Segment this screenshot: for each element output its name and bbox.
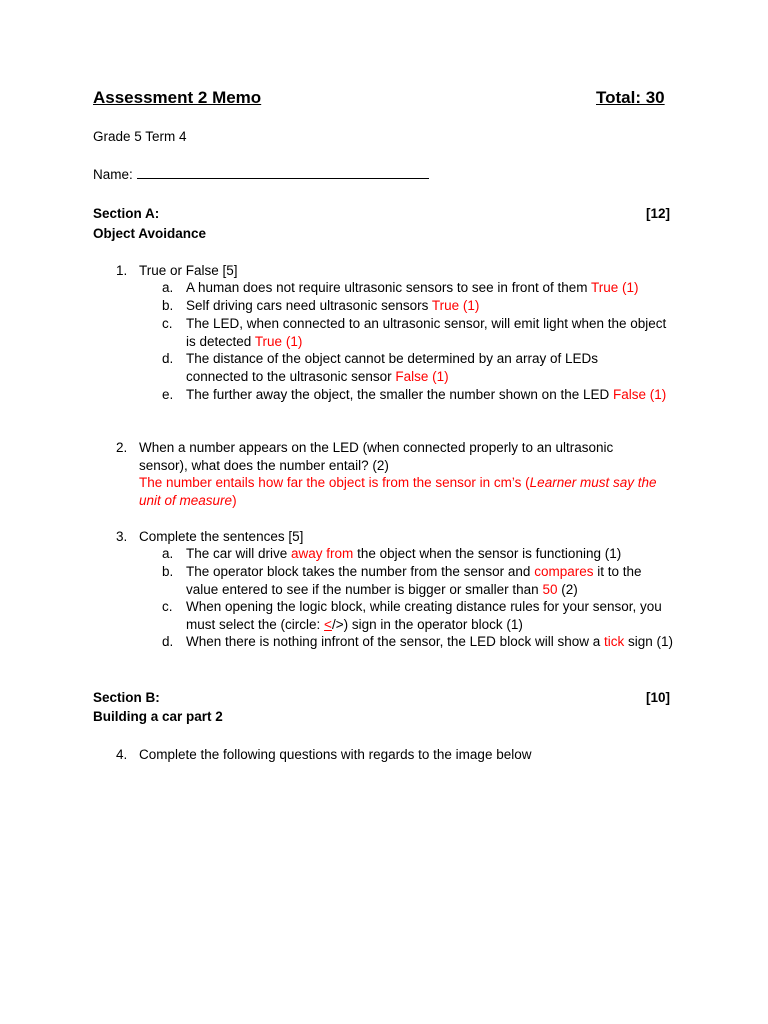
question-number: 1. — [116, 263, 128, 278]
section-a-heading: Section A: — [93, 206, 160, 221]
item-letter: a. — [162, 546, 174, 561]
section-b-subheading: Building a car part 2 — [93, 709, 223, 724]
section-b-marks: [10] — [646, 690, 671, 705]
list-item: The further away the object, the smaller the number shown on the LED False (1) — [186, 387, 667, 402]
answer-text: tick — [603, 634, 625, 649]
question-text: True or False [5] — [139, 263, 238, 278]
name-label: Name: — [93, 167, 133, 182]
list-item: The car will drive away from the object when the sensor is functioning (1) — [186, 546, 622, 561]
question-number: 3. — [116, 529, 128, 544]
answer-text: < — [324, 616, 332, 632]
question-text: Complete the following questions with regards to the image below — [139, 747, 532, 762]
answer-text: compares — [534, 564, 594, 579]
list-item: A human does not require ultrasonic sensors to see in front of them True (1) — [186, 280, 639, 295]
document-title: Assessment 2 Memo — [93, 88, 262, 107]
answer-text: away from — [291, 546, 354, 561]
name-line — [93, 166, 429, 184]
answer-text: True (1) — [431, 298, 480, 313]
answer-text: True (1) — [254, 333, 303, 349]
item-letter: c. — [162, 316, 173, 331]
item-letter: a. — [162, 280, 174, 295]
question-number: 4. — [116, 747, 128, 762]
answer-text: False (1) — [612, 387, 667, 402]
list-item: When opening the logic block, while creating distance rules for your sensor, you must select the (circle: </>) sign in the operator block (1) — [186, 599, 662, 632]
answer-text: False (1) — [395, 368, 449, 384]
question-text: Complete the sentences [5] — [139, 529, 304, 544]
answer-text: 50 — [542, 581, 558, 597]
total-marks: Total: 30 — [596, 88, 665, 107]
item-letter: b. — [162, 564, 174, 579]
answer-text: True (1) — [590, 280, 639, 295]
answer-text: The number entails how far the object is from the sensor in cm’s (Learner must say the unit of measure) — [139, 475, 657, 508]
item-letter: e. — [162, 387, 174, 402]
question-number: 2. — [116, 440, 128, 455]
list-item: When there is nothing infront of the sensor, the LED block will show a tick sign (1) — [186, 634, 674, 649]
section-b-heading: Section B: — [93, 690, 160, 705]
grade-term: Grade 5 Term 4 — [93, 129, 187, 144]
list-item: The distance of the object cannot be determined by an array of LEDs connected to the ultrasonic sensor False (1) — [186, 351, 598, 384]
question-text: When a number appears on the LED (when connected properly to an ultrasonic sensor), what does the number entail? (2) — [139, 440, 614, 473]
name-blank — [137, 166, 429, 179]
section-a-subheading: Object Avoidance — [93, 226, 207, 241]
section-a-marks: [12] — [646, 206, 671, 221]
list-item: Self driving cars need ultrasonic sensors True (1) — [186, 298, 480, 313]
item-letter: c. — [162, 599, 173, 614]
item-letter: d. — [162, 351, 174, 366]
list-item: The operator block takes the number from the sensor and compares it to the value entered to see if the number is bigger or smaller than 50 (2) — [186, 564, 642, 597]
item-letter: b. — [162, 298, 174, 313]
item-letter: d. — [162, 634, 174, 649]
list-item: The LED, when connected to an ultrasonic sensor, will emit light when the object is detected True (1) — [186, 316, 667, 349]
